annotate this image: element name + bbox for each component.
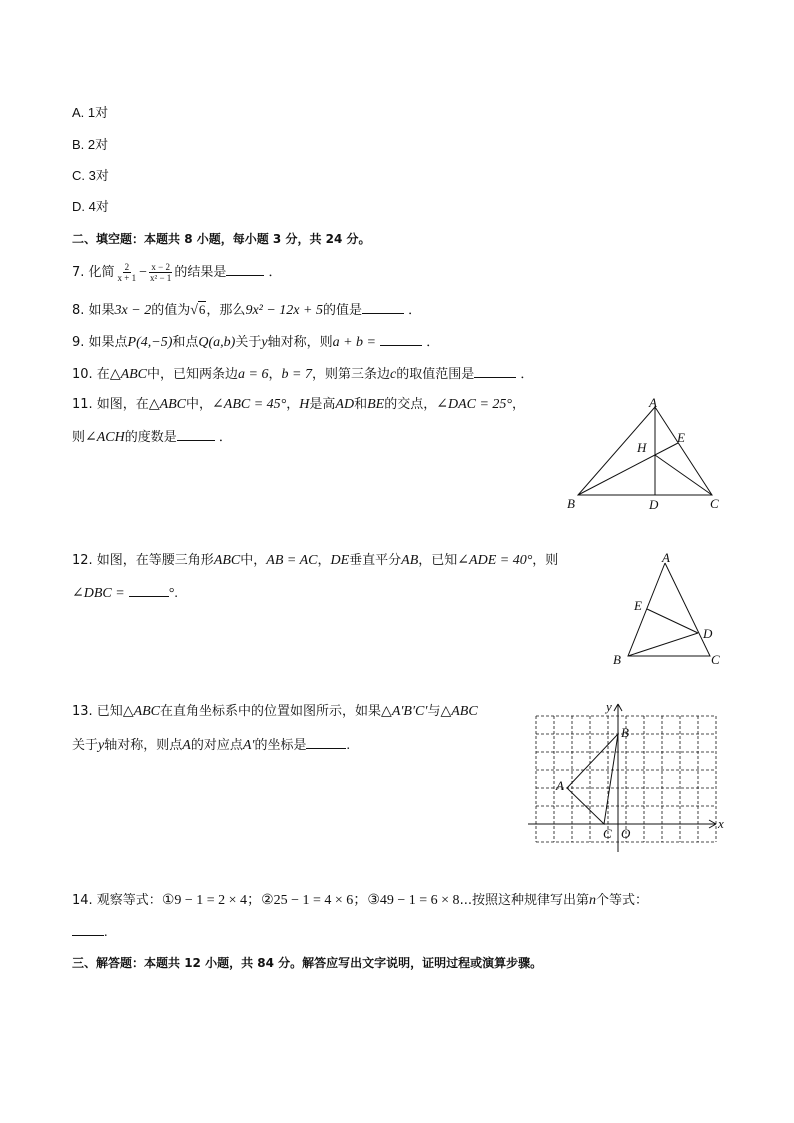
label-o: O: [621, 826, 631, 841]
label-h: H: [637, 440, 647, 455]
altitude-be: [578, 443, 678, 495]
triangle-abc: [567, 734, 618, 824]
question-7: 7. 化简 $\frac{2}{x + 1}$ − $\frac{x - 2}{\text{x² − 1}}$ 的结果是 ．: [72, 262, 282, 283]
label-c: C: [710, 496, 719, 511]
question-10: 10. 在△ABC中，已知两条边a = 6，b = 7，则第三条边c的取值范围是 ．: [72, 363, 533, 385]
section3-title: 三、解答题：本题共 12 小题，共 84 分。解答应写出文字说明，证明过程或演算步骤。: [72, 956, 543, 970]
segment-bd: [628, 633, 698, 656]
question-11-line1: 11. 如图，在△ABC中，∠ABC = 45°，H是高AD和BE的交点，∠DAC = 25°，: [72, 397, 526, 412]
label-x: x: [718, 816, 724, 831]
fraction-2: $\frac{x - 2}{\text{x² − 1}}$: [150, 262, 172, 283]
label-d: D: [649, 497, 659, 512]
segment-ed: [647, 609, 698, 633]
answer-blank-10: [474, 363, 516, 378]
figure-q13-grid: [520, 698, 726, 856]
label-a: A: [662, 550, 670, 565]
label-c: C: [603, 826, 612, 841]
label-b: B: [613, 652, 621, 667]
answer-blank-13: [306, 734, 346, 749]
label-b: B: [567, 496, 575, 511]
option-b: B. 2对: [72, 137, 109, 152]
answer-blank-7: [226, 261, 264, 276]
label-c: C: [711, 652, 720, 667]
question-13-line2: 关于y轴对称，则点A的对应点A′的坐标是 .: [72, 734, 350, 756]
option-d: D. 4对: [72, 199, 109, 214]
label-a: A: [556, 778, 564, 793]
question-13-line1: 13. 已知△ABC在直角坐标系中的位置如图所示，如果△A′B′C′与△ABC: [72, 704, 478, 719]
answer-blank-11: [177, 426, 215, 441]
question-11-line2: 则∠ACH的度数是 ．: [72, 426, 232, 448]
question-8: 8. 如果3x − 2的值为√6，那么9x² − 12x + 5的值是 ．: [72, 299, 421, 321]
option-a: A. 1对: [72, 105, 109, 120]
question-9: 9. 如果点P(4,−5)和点Q(a,b)关于y轴对称，则a + b = ．: [72, 331, 439, 353]
question-14: 14. 观察等式：①9 − 1 = 2 × 4；②25 − 1 = 4 × 6；③49 − 1 = 6 × 8...按照这种规律写出第n个等式：: [72, 893, 648, 908]
segment-hc: [655, 455, 712, 495]
figure-q12-isosceles: [605, 547, 725, 672]
question-14-line2: .: [72, 921, 108, 943]
answer-blank-8: [362, 299, 404, 314]
figure-q11-triangle: [560, 395, 730, 520]
label-e: E: [677, 430, 685, 445]
answer-blank-9: [380, 331, 422, 346]
label-a: A: [649, 395, 657, 410]
label-b: B: [621, 725, 629, 740]
label-d: D: [703, 626, 713, 641]
label-e: E: [634, 598, 642, 613]
option-c: C. 3对: [72, 168, 109, 183]
section2-title: 二、填空题：本题共 8 小题，每小题 3 分，共 24 分。: [72, 232, 371, 246]
label-y: y: [606, 699, 612, 714]
question-12-line2: ∠DBC = °.: [72, 582, 178, 604]
answer-blank-14: [72, 921, 104, 936]
fraction-1: $\frac{2}{x + 1}$: [117, 262, 137, 283]
question-12-line1: 12. 如图，在等腰三角形ABC中，AB = AC，DE垂直平分AB，已知∠ADE = 40°，则: [72, 553, 559, 568]
answer-blank-12: [129, 582, 169, 597]
